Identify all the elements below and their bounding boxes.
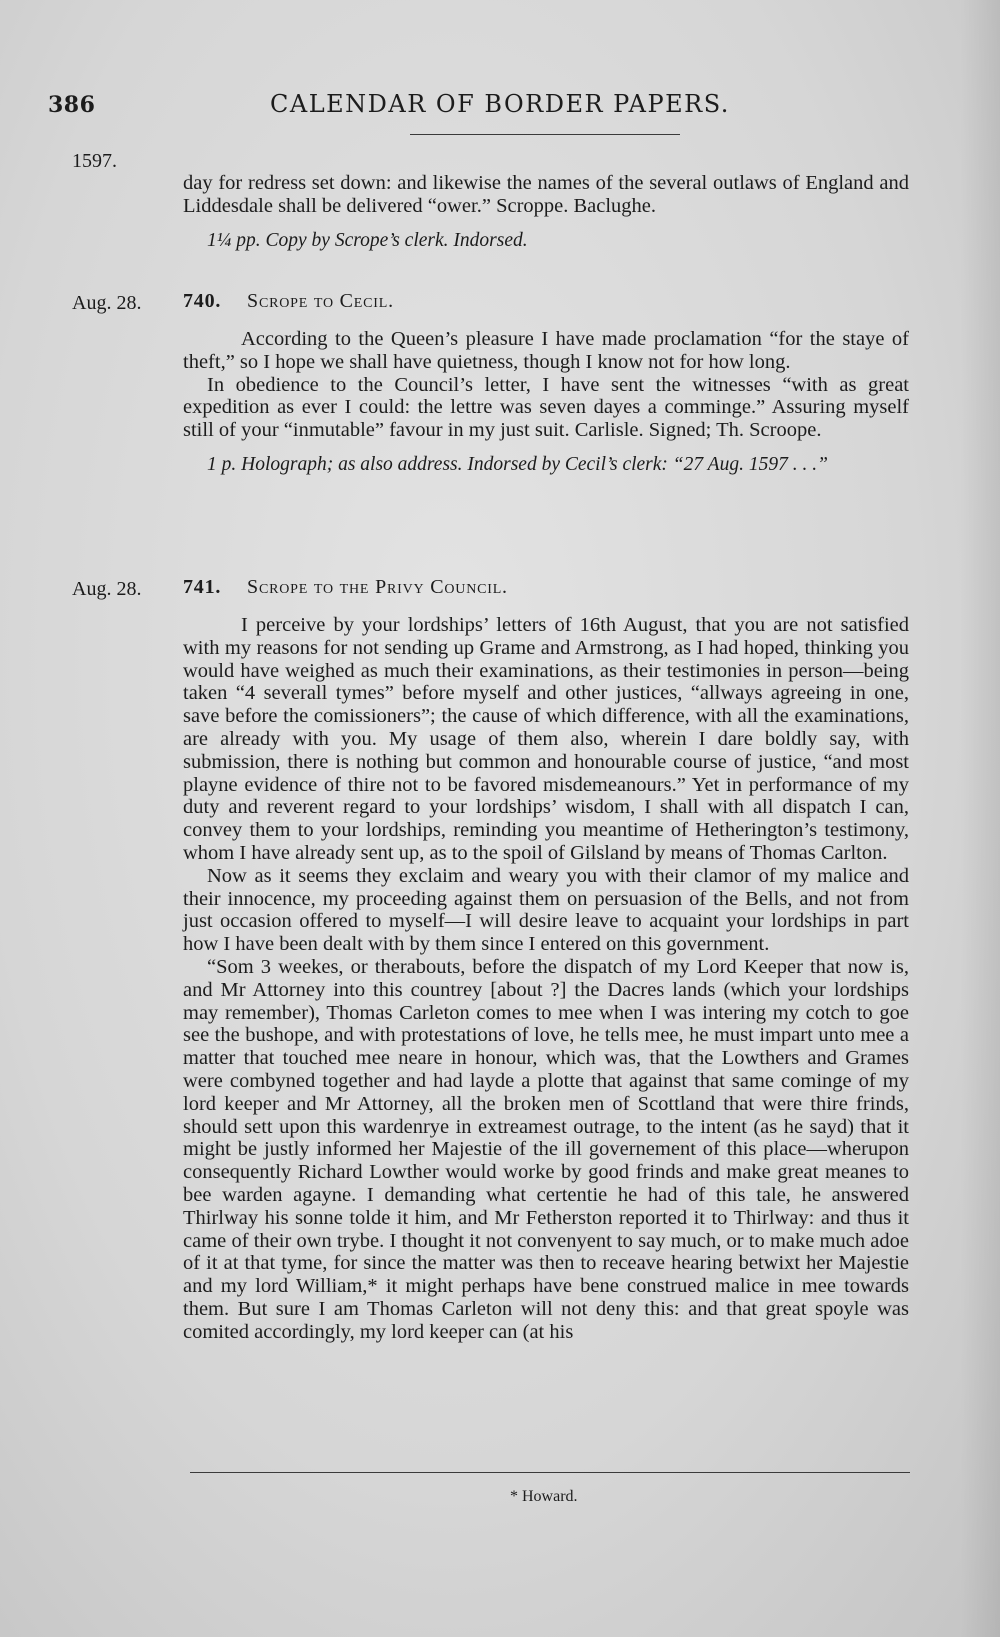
entry-740-paragraph: In obedience to the Council’s letter, I have sent the witnesses “with as great expedition as ever I could: the lettre was seven dayes a comminge.” Assuring myself still of your “inmutable” favour in my just suit. Carlisle. Signed; Th. Scroope. bbox=[183, 373, 909, 442]
entry-740-date: Aug. 28. bbox=[72, 292, 142, 314]
entry-741-paragraph: Now as it seems they exclaim and weary you with their clamor of my malice and their innocence, my proceeding against them on persuasion of the Bells, and not from just occasion offered to myself—I will desire leave to acquaint your lordships in part how I have been dealt with by them since I entered on this government. bbox=[183, 864, 909, 956]
entry-741-paragraph: “Som 3 weekes, or therabouts, before the dispatch of my Lord Keeper that now is, and Mr Attorney into this countrey [about ?] the Dacres lands (which your lordships may remember), Thomas Carleton comes to mee when I was intering my cotch to goe see the bushope, and with protestations of love, he tells mee, he must impart unto mee a matter that touched mee neare in honour, which was, that the Lowthers and Grames were combyned together and had layde a plotte that against that same cominge of my lord keeper and Mr Attorney, all the broken men of Scottland that were thire frinds, should sett upon this wardenrye in extreamest outrage, to the intent (as he sayd) that it might be justly informed her Majestie of the ill governement of this place—wherupon consequently Richard Lowther would worke by good frinds and make great meanes to bee warden agayne. I demanding what certentie he had of this tale, he answered Thirlway his sonne tolde it him, and Mr Fetherston reported it to Thirlway: and thus it came of their own trybe. I thought it not convenyent to say much, or to make much adoe of it at that tyme, for since the matter was then to receave hearing betwixt her Majestie and my lord William,* it might perhaps have bene construed malice in mee towards them. But sure I am Thomas Carleton will not deny this: and that great spoyle was comited accordingly, my lord keeper can (at his bbox=[183, 955, 909, 1343]
entry-740-heading bbox=[183, 290, 394, 313]
continuation-text: day for redress set down: and likewise the names of the several outlaws of England and Liddesdale shall be delivered “ower.” Scroppe. Baclughe. bbox=[183, 172, 909, 217]
continuation-block bbox=[183, 172, 909, 252]
entry-741-title: Scrope to the Privy Council. bbox=[247, 576, 508, 598]
entry-741-date: Aug. 28. bbox=[72, 578, 142, 600]
entry-741-heading bbox=[183, 576, 508, 599]
footnote: * Howard. bbox=[510, 1488, 578, 1505]
margin-year: 1597. bbox=[72, 150, 117, 172]
page-number: 386 bbox=[48, 92, 96, 118]
entry-741-number: 741. bbox=[183, 576, 222, 598]
entry-740-title: Scrope to Cecil. bbox=[247, 290, 394, 312]
entry-740-number: 740. bbox=[183, 290, 222, 312]
running-title: CALENDAR OF BORDER PAPERS. bbox=[270, 90, 730, 118]
footnote-rule bbox=[190, 1472, 910, 1473]
entry-740-paragraph: According to the Queen’s pleasure I have made proclamation “for the staye of theft,” so I hope we shall have quietness, though I know not for how long. bbox=[183, 328, 909, 373]
entry-740-body bbox=[183, 328, 909, 477]
entry-740-note: 1 p. Holograph; as also address. Indorsed by Cecil’s clerk: “27 Aug. 1597 . . .” bbox=[207, 453, 828, 475]
header-rule bbox=[410, 134, 680, 135]
entry-741-paragraph: I perceive by your lordships’ letters of 16th August, that you are not satisfied with my reasons for not sending up Grame and Armstrong, as I had hoped, thinking you would have weighed as much their examinations, as their testimonies in person—being taken “4 severall tymes” before myself and other justices, “allways agreeing in one, save before the comissioners”; the cause of which difference, with all the examinations, are already with you. My usage of them also, wherein I dare boldly say, with submission, there is nothing but common and honourable course of justice, “and most playne evidence of thire not to be favored misdemeanours.” Yet in performance of my duty and reverent regard to your lordships’ wisdom, I shall with all dispatch I can, convey them to your lordships, reminding you meantime of Hetherington’s testimony, whom I have already sent up, as to the spoil of Gilsland by means of Thomas Carlton. bbox=[183, 614, 909, 864]
page-edge-shadow bbox=[960, 0, 1000, 1637]
entry-741-body bbox=[183, 614, 909, 1344]
continuation-note: 1¼ pp. Copy by Scrope’s clerk. Indorsed. bbox=[207, 229, 528, 251]
